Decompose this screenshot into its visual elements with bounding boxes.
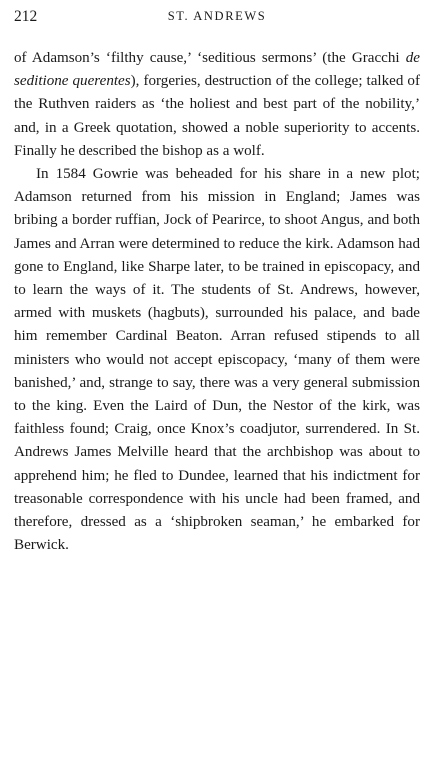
- text-run: ), forgeries, destruction of the college; talked of the Ruthven raiders as ‘the holiest and best part of the nobility,’ and, in a Greek quotation, showed a noble superiority to accents. Finally he described the bishop as a wolf.: [14, 73, 420, 159]
- paragraph-2: [14, 163, 420, 557]
- italic-phrase: de seditione querentes: [14, 50, 420, 90]
- text-run: of Adamson’s ‘filthy cause,’ ‘seditious sermons’ (the Gracchi: [14, 50, 406, 66]
- running-title: ST. ANDREWS: [167, 9, 267, 23]
- text-run: In 1584 Gowrie was beheaded for his share in a new plot; Adamson returned from his mission in England; James was bribing a border ruffian, Jock of Pearirce, to shoot Angus, and both James and Arran were determined to reduce the kirk. Adamson had gone to England, like Sharpe later, to be trained in episcopacy, and to learn the ways of it. The students of St. Andrews, however, armed with muskets (hagbuts), surrounded his palace, and bade him remember Cardinal Beaton. Arran refused stipends to all ministers who would not accept episcopacy, ‘many of them were banished,’ and, strange to say, there was a very general submission to the king. Even the Laird of Dun, the Nestor of the kirk, was faithless found; Craig, once Knox’s coadjutor, surrendered. In St. Andrews James Melville heard that the archbishop was about to apprehend him; he fled to Dundee, learned that his indictment for treasonable correspondence with his uncle had been framed, and therefore, dressed as a ‘shipbroken seaman,’ he embarked for Berwick.: [14, 166, 420, 554]
- page-number: 212: [14, 8, 38, 25]
- paragraph-1: [14, 47, 420, 163]
- running-head: [14, 8, 420, 32]
- body-text: [14, 47, 420, 557]
